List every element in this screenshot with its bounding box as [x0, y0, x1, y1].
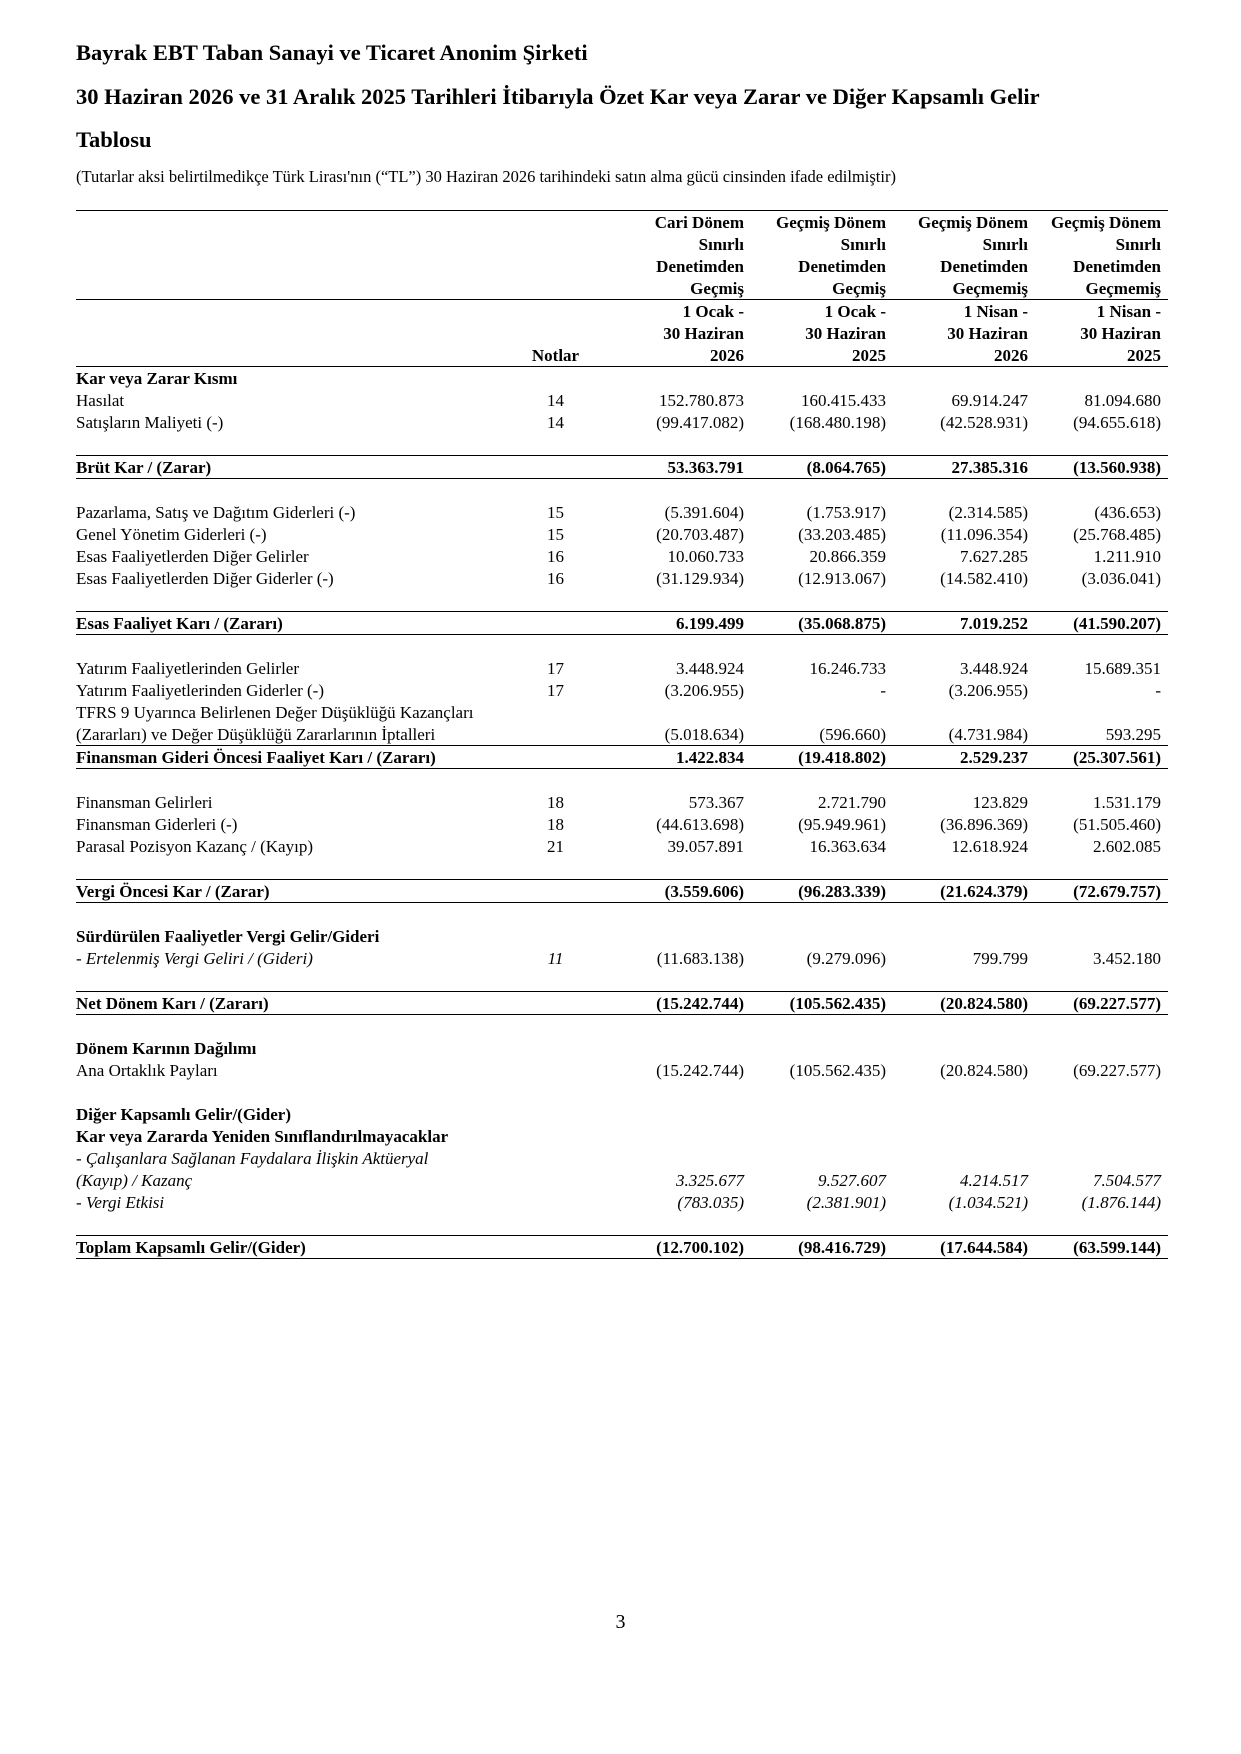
value-cell: 69.914.247	[951, 391, 1028, 410]
column-header: Geçmemiş	[1035, 277, 1168, 300]
value-cell: (95.949.961)	[798, 815, 886, 834]
row-label: Esas Faaliyetlerden Diğer Gelirler	[76, 547, 309, 566]
value-cell: 4.214.517	[960, 1171, 1028, 1190]
value-cell: 593.295	[1105, 725, 1161, 744]
column-header: Geçmiş Dönem	[1035, 211, 1168, 234]
section-heading-row	[76, 1037, 1168, 1059]
value-cell: (4.731.984)	[948, 725, 1028, 744]
note-ref: 16	[547, 569, 564, 588]
value-cell: (96.283.339)	[751, 880, 893, 903]
value-cell: (783.035)	[677, 1193, 744, 1212]
column-header: 30 Haziran	[947, 324, 1028, 343]
row-label: Parasal Pozisyon Kazanç / (Kayıp)	[76, 837, 313, 856]
column-header: 1 Nisan -	[963, 302, 1028, 321]
value-cell: (20.824.580)	[893, 992, 1035, 1015]
value-cell: (3.206.955)	[948, 681, 1028, 700]
column-header: 2026	[609, 344, 751, 367]
row-label: Pazarlama, Satış ve Dağıtım Giderleri (-)	[76, 503, 356, 522]
row-label: Hasılat	[76, 391, 125, 410]
value-cell: 3.448.924	[960, 659, 1028, 678]
value-cell: 39.057.891	[667, 837, 744, 856]
value-cell: (12.913.067)	[798, 569, 886, 588]
column-header: 1 Nisan -	[1096, 302, 1161, 321]
header-audit-row-1	[76, 233, 1168, 255]
row-label: Genel Yönetim Giderleri (-)	[76, 525, 267, 544]
section-heading: Dönem Karının Dağılımı	[76, 1039, 257, 1058]
note-ref: 11	[547, 949, 564, 968]
row-label: TFRS 9 Uyarınca Belirlenen Değer Düşüklüğü Kazançları	[76, 703, 474, 722]
note-ref: 15	[547, 525, 564, 544]
column-header: Sınırlı	[1115, 235, 1161, 254]
section-heading: Kar veya Zararda Yeniden Sınıflandırılmayacaklar	[76, 1127, 449, 1146]
value-cell: (36.896.369)	[940, 815, 1028, 834]
value-cell: 3.452.180	[1093, 949, 1161, 968]
value-cell: 160.415.433	[801, 391, 886, 410]
value-cell: (3.036.041)	[1081, 569, 1161, 588]
value-cell: (1.034.521)	[948, 1193, 1028, 1212]
spacer-row	[76, 969, 1168, 992]
column-header: 2025	[751, 344, 893, 367]
value-cell: 6.199.499	[609, 612, 751, 635]
row-label: - Ertelenmiş Vergi Geliri / (Gideri)	[76, 949, 313, 968]
row-label: - Vergi Etkisi	[76, 1193, 165, 1212]
value-cell: 1.422.834	[609, 746, 751, 769]
row-label: Finansman Gelirleri	[76, 793, 213, 812]
row-label: Esas Faaliyet Karı / (Zararı)	[76, 612, 509, 635]
spacer-row	[76, 589, 1168, 612]
column-header: 2025	[1035, 344, 1168, 367]
column-header: Geçmiş	[751, 277, 893, 300]
value-cell: (94.655.618)	[1073, 413, 1161, 432]
value-cell: 573.367	[688, 793, 744, 812]
spacer-row	[76, 635, 1168, 658]
table-row	[76, 389, 1168, 411]
column-header: Sınırlı	[982, 235, 1028, 254]
value-cell: (8.064.765)	[751, 456, 893, 479]
spacer-row	[76, 769, 1168, 792]
currency-note: (Tutarlar aksi belirtilmedikçe Türk Lirası'nın (“TL”) 30 Haziran 2026 tarihindeki satın alma gücü cinsinden ifade edilmiştir)	[76, 167, 896, 186]
value-cell: (20.824.580)	[940, 1061, 1028, 1080]
value-cell: (42.528.931)	[940, 413, 1028, 432]
column-header: 1 Ocak -	[824, 302, 886, 321]
column-header: Sınırlı	[698, 235, 744, 254]
value-cell: (99.417.082)	[656, 413, 744, 432]
value-cell: 20.866.359	[809, 547, 886, 566]
value-cell: (596.660)	[819, 725, 886, 744]
row-label: Finansman Gideri Öncesi Faaliyet Karı / (Zararı)	[76, 746, 509, 769]
value-cell: (21.624.379)	[893, 880, 1035, 903]
column-header: 30 Haziran	[805, 324, 886, 343]
statement-title-continued: Tablosu	[76, 127, 152, 152]
header-period-type-row	[76, 211, 1168, 234]
value-cell: 1.211.910	[1093, 547, 1161, 566]
table-row	[76, 813, 1168, 835]
row-label: Toplam Kapsamlı Gelir/(Gider)	[76, 1236, 509, 1259]
value-cell: (105.562.435)	[751, 992, 893, 1015]
value-cell: 2.529.237	[893, 746, 1035, 769]
column-header: 30 Haziran	[663, 324, 744, 343]
company-name: Bayrak EBT Taban Sanayi ve Ticaret Anonim Şirketi	[76, 40, 588, 65]
value-cell: 152.780.873	[659, 391, 744, 410]
value-cell: (69.227.577)	[1073, 1061, 1161, 1080]
spacer-row	[76, 903, 1168, 926]
value-cell: (20.703.487)	[656, 525, 744, 544]
value-cell: (11.683.138)	[656, 949, 744, 968]
row-label: - Çalışanlara Sağlanan Faydalara İlişkin Aktüeryal	[76, 1149, 429, 1168]
table-row	[76, 657, 1168, 679]
header-period-row-1	[76, 300, 1168, 323]
value-cell: (13.560.938)	[1035, 456, 1168, 479]
value-cell: (25.307.561)	[1035, 746, 1168, 769]
note-ref: 18	[547, 793, 564, 812]
value-cell: 7.019.252	[893, 612, 1035, 635]
note-ref: 18	[547, 815, 564, 834]
column-header: Denetimden	[656, 257, 744, 276]
table-row	[76, 567, 1168, 589]
subtotal-row	[76, 880, 1168, 903]
value-cell: 1.531.179	[1093, 793, 1161, 812]
value-cell: (3.206.955)	[664, 681, 744, 700]
value-cell: (168.480.198)	[789, 413, 886, 432]
table-row	[76, 1191, 1168, 1213]
value-cell: 9.527.607	[818, 1171, 886, 1190]
value-cell: (5.391.604)	[664, 503, 744, 522]
row-label: (Zararları) ve Değer Düşüklüğü Zararlarının İptalleri	[76, 725, 436, 744]
value-cell: 81.094.680	[1084, 391, 1161, 410]
table-row	[76, 679, 1168, 701]
value-cell: (31.129.934)	[656, 569, 744, 588]
column-header: Geçmiş	[609, 277, 751, 300]
column-header: Denetimden	[1073, 257, 1161, 276]
value-cell: (5.018.634)	[664, 725, 744, 744]
notes-column-header: Notlar	[509, 344, 609, 367]
section-heading-row	[76, 367, 1168, 390]
column-header: Denetimden	[940, 257, 1028, 276]
value-cell: 7.627.285	[960, 547, 1028, 566]
page-number: 3	[615, 1611, 626, 1633]
table-row	[76, 835, 1168, 857]
value-cell: (436.653)	[1094, 503, 1161, 522]
section-heading: Sürdürülen Faaliyetler Vergi Gelir/Gideri	[76, 927, 380, 946]
value-cell: (15.242.744)	[656, 1061, 744, 1080]
header-audit-row-3	[76, 277, 1168, 300]
value-cell: (2.314.585)	[948, 503, 1028, 522]
note-ref: 14	[547, 413, 564, 432]
row-label: Yatırım Faaliyetlerinden Gelirler	[76, 659, 299, 678]
value-cell: (15.242.744)	[609, 992, 751, 1015]
value-cell: (1.876.144)	[1081, 1193, 1161, 1212]
value-cell: (25.768.485)	[1073, 525, 1161, 544]
note-ref: 15	[547, 503, 564, 522]
spacer-row	[76, 857, 1168, 880]
column-header: Cari Dönem	[609, 211, 751, 234]
table-row	[76, 723, 1168, 746]
note-ref: 16	[547, 547, 564, 566]
row-label: Ana Ortaklık Payları	[76, 1061, 218, 1080]
value-cell: -	[880, 681, 886, 700]
value-cell: (12.700.102)	[609, 1236, 751, 1259]
value-cell: (1.753.917)	[806, 503, 886, 522]
table-row	[76, 701, 1168, 723]
table-row	[76, 1169, 1168, 1191]
row-label: Esas Faaliyetlerden Diğer Giderler (-)	[76, 569, 334, 588]
value-cell: 53.363.791	[609, 456, 751, 479]
table-row	[76, 545, 1168, 567]
value-cell: (33.203.485)	[798, 525, 886, 544]
column-header: 1 Ocak -	[682, 302, 744, 321]
value-cell: (35.068.875)	[751, 612, 893, 635]
table-row	[76, 523, 1168, 545]
value-cell: (63.599.144)	[1035, 1236, 1168, 1259]
spacer-row	[76, 1015, 1168, 1038]
value-cell: 2.602.085	[1093, 837, 1161, 856]
value-cell: (44.613.698)	[656, 815, 744, 834]
note-ref: 14	[547, 391, 564, 410]
table-row	[76, 1147, 1168, 1169]
value-cell: -	[1155, 681, 1161, 700]
row-label: Finansman Giderleri (-)	[76, 815, 238, 834]
value-cell: 3.325.677	[676, 1171, 744, 1190]
value-cell: (19.418.802)	[751, 746, 893, 769]
table-row	[76, 501, 1168, 523]
table-row	[76, 947, 1168, 969]
value-cell: (2.381.901)	[806, 1193, 886, 1212]
value-cell: (51.505.460)	[1073, 815, 1161, 834]
column-header: 30 Haziran	[1080, 324, 1161, 343]
value-cell: 123.829	[972, 793, 1028, 812]
column-header: Sınırlı	[840, 235, 886, 254]
spacer-row	[76, 1213, 1168, 1236]
table-row	[76, 1059, 1168, 1081]
value-cell: (14.582.410)	[940, 569, 1028, 588]
spacer-row	[76, 433, 1168, 456]
value-cell: (72.679.757)	[1035, 880, 1168, 903]
section-heading-row	[76, 1125, 1168, 1147]
note-ref: 17	[547, 659, 564, 678]
header-period-row-3	[76, 344, 1168, 367]
value-cell: 16.246.733	[809, 659, 886, 678]
section-heading: Kar veya Zarar Kısmı	[76, 369, 238, 388]
value-cell: 7.504.577	[1093, 1171, 1161, 1190]
row-label: Vergi Öncesi Kar / (Zarar)	[76, 880, 509, 903]
value-cell: (17.644.584)	[893, 1236, 1035, 1259]
value-cell: 799.799	[972, 949, 1028, 968]
section-heading: Diğer Kapsamlı Gelir/(Gider)	[76, 1105, 291, 1124]
column-header: Geçmiş Dönem	[893, 211, 1035, 234]
row-label: Yatırım Faaliyetlerinden Giderler (-)	[76, 681, 325, 700]
value-cell: 16.363.634	[809, 837, 886, 856]
value-cell: (41.590.207)	[1035, 612, 1168, 635]
subtotal-row	[76, 746, 1168, 769]
income-statement-table	[76, 210, 1168, 1259]
column-header: Geçmemiş	[893, 277, 1035, 300]
value-cell: (3.559.606)	[609, 880, 751, 903]
statement-title: 30 Haziran 2026 ve 31 Aralık 2025 Tarihleri İtibarıyla Özet Kar veya Zarar ve Diğer Kapsamlı Gelir	[76, 84, 1040, 109]
value-cell: (11.096.354)	[940, 525, 1028, 544]
section-heading-row	[76, 925, 1168, 947]
subtotal-row	[76, 456, 1168, 479]
value-cell: 12.618.924	[951, 837, 1028, 856]
row-label: (Kayıp) / Kazanç	[76, 1171, 193, 1190]
value-cell: (105.562.435)	[789, 1061, 886, 1080]
column-header: Denetimden	[798, 257, 886, 276]
table-row	[76, 791, 1168, 813]
total-row	[76, 1236, 1168, 1259]
note-ref: 21	[547, 837, 564, 856]
row-label: Net Dönem Karı / (Zararı)	[76, 992, 509, 1015]
row-label: Satışların Maliyeti (-)	[76, 413, 224, 432]
note-ref: 17	[547, 681, 564, 700]
header-period-row-2	[76, 322, 1168, 344]
value-cell: (9.279.096)	[806, 949, 886, 968]
value-cell: 15.689.351	[1084, 659, 1161, 678]
header-audit-row-2	[76, 255, 1168, 277]
spacer-row	[76, 1081, 1168, 1103]
value-cell: 2.721.790	[818, 793, 886, 812]
value-cell: 3.448.924	[676, 659, 744, 678]
value-cell: (98.416.729)	[751, 1236, 893, 1259]
spacer-row	[76, 479, 1168, 502]
subtotal-row	[76, 612, 1168, 635]
table-row	[76, 411, 1168, 433]
column-header: 2026	[893, 344, 1035, 367]
value-cell: 27.385.316	[893, 456, 1035, 479]
value-cell: (69.227.577)	[1035, 992, 1168, 1015]
section-heading-row	[76, 1103, 1168, 1125]
row-label: Brüt Kar / (Zarar)	[76, 456, 509, 479]
total-row	[76, 992, 1168, 1015]
value-cell: 10.060.733	[667, 547, 744, 566]
column-header: Geçmiş Dönem	[751, 211, 893, 234]
